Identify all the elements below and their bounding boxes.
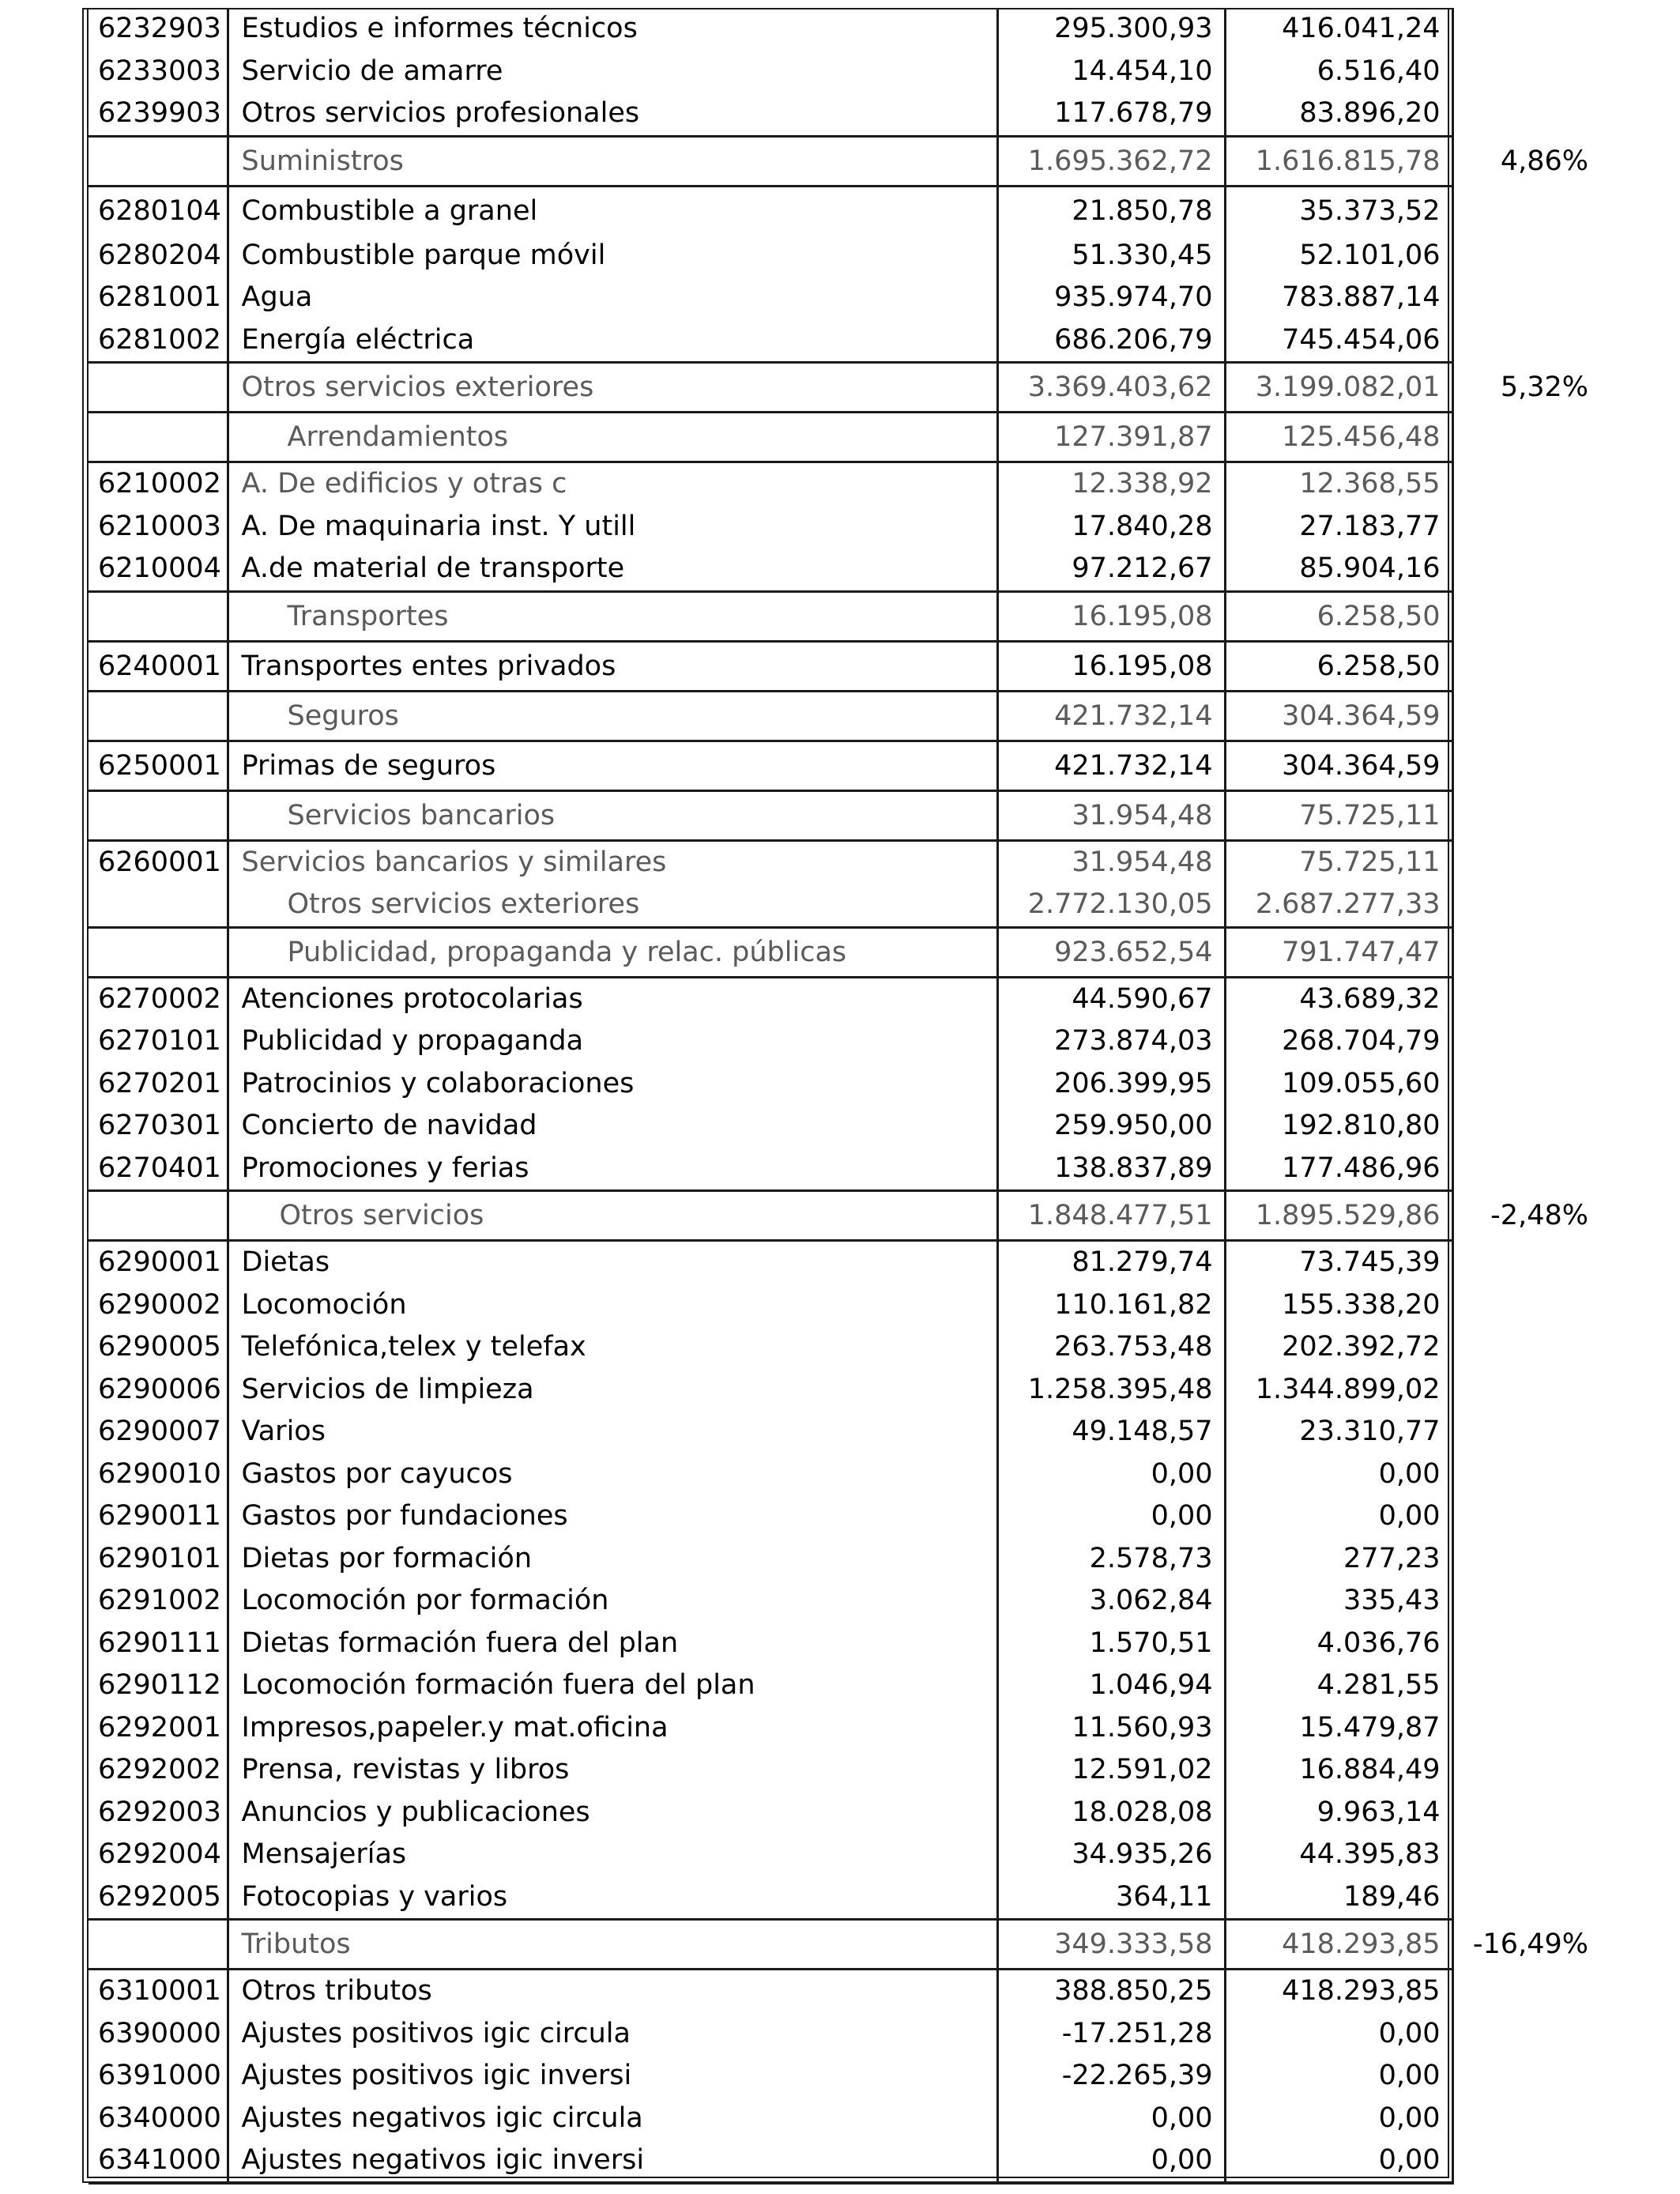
- amount-previous-cell: 335,43: [1225, 1580, 1452, 1623]
- variation-percent-cell: [1452, 927, 1606, 977]
- variation-percent-cell: [1452, 591, 1606, 641]
- amount-current-cell: 923.652,54: [997, 927, 1225, 977]
- amount-current-cell: 259.950,00: [997, 1105, 1225, 1148]
- amount-current-cell: 1.570,51: [997, 1623, 1225, 1665]
- description-cell: Dietas formación fuera del plan: [228, 1623, 997, 1665]
- amount-current-cell: 1.695.362,72: [997, 136, 1225, 186]
- table-row: [89, 1148, 1606, 1191]
- account-code-cell: [89, 413, 228, 462]
- variation-percent-cell: [1452, 319, 1606, 363]
- description-cell: Arrendamientos: [228, 413, 997, 462]
- variation-percent-cell: [1452, 51, 1606, 93]
- account-code-cell: [89, 1191, 228, 1241]
- amount-previous-cell: 27.183,77: [1225, 506, 1452, 548]
- amount-current-cell: 127.391,87: [997, 413, 1225, 462]
- description-cell: Telefónica,telex y telefax: [228, 1326, 997, 1369]
- table-row: [89, 741, 1606, 790]
- amount-current-cell: 2.772.130,05: [997, 884, 1225, 927]
- subtotal-row: [89, 927, 1606, 977]
- variation-percent-cell: [1452, 641, 1606, 691]
- amount-previous-cell: 0,00: [1225, 2139, 1452, 2183]
- description-cell: Fotocopias y varios: [228, 1876, 997, 1920]
- account-code-cell: 6260001: [89, 840, 228, 884]
- description-cell: Energía eléctrica: [228, 319, 997, 363]
- variation-percent-cell: [1452, 1707, 1606, 1750]
- variation-percent-cell: [1452, 1148, 1606, 1191]
- description-cell: Ajustes positivos igic circula: [228, 2013, 997, 2056]
- variation-percent-cell: [1452, 1538, 1606, 1581]
- amount-current-cell: 3.369.403,62: [997, 363, 1225, 413]
- account-code-cell: 6270401: [89, 1148, 228, 1191]
- subtotal-row: [89, 136, 1606, 186]
- amount-current-cell: 388.850,25: [997, 1970, 1225, 2013]
- variation-percent-cell: [1452, 2013, 1606, 2056]
- account-code-cell: 6310001: [89, 1970, 228, 2013]
- table-row: [89, 8, 1606, 51]
- subtotal-row: [89, 790, 1606, 840]
- amount-previous-cell: 0,00: [1225, 2098, 1452, 2140]
- amount-current-cell: 81.279,74: [997, 1241, 1225, 1284]
- description-cell: Estudios e informes técnicos: [228, 8, 997, 51]
- description-cell: Transportes entes privados: [228, 641, 997, 691]
- expense-ledger-table: [89, 8, 1606, 2185]
- amount-current-cell: 0,00: [997, 1495, 1225, 1538]
- amount-previous-cell: 73.745,39: [1225, 1241, 1452, 1284]
- account-code-cell: 6292005: [89, 1876, 228, 1920]
- table-row: [89, 1453, 1606, 1496]
- account-code-cell: 6290101: [89, 1538, 228, 1581]
- table-row: [89, 1580, 1606, 1623]
- account-code-cell: 6281001: [89, 277, 228, 319]
- description-cell: Locomoción por formación: [228, 1580, 997, 1623]
- table-row: [89, 641, 1606, 691]
- table-row: [89, 1241, 1606, 1284]
- variation-percent-cell: [1452, 2139, 1606, 2183]
- amount-current-cell: 138.837,89: [997, 1148, 1225, 1191]
- table-row: [89, 1792, 1606, 1834]
- table-row: [89, 1326, 1606, 1369]
- amount-previous-cell: 416.041,24: [1225, 8, 1452, 51]
- description-cell: Patrocinios y colaboraciones: [228, 1063, 997, 1106]
- account-code-cell: 6290112: [89, 1664, 228, 1707]
- variation-percent-cell: -16,49%: [1472, 1928, 1588, 1960]
- description-cell: Servicios bancarios: [228, 790, 997, 840]
- amount-previous-cell: 75.725,11: [1225, 840, 1452, 884]
- amount-previous-cell: 16.884,49: [1225, 1749, 1452, 1792]
- description-cell: Combustible a granel: [228, 186, 997, 235]
- account-code-cell: 6210003: [89, 506, 228, 548]
- account-code-cell: 6270101: [89, 1020, 228, 1063]
- amount-current-cell: 51.330,45: [997, 235, 1225, 277]
- amount-previous-cell: 0,00: [1225, 2055, 1452, 2098]
- account-code-cell: 6290010: [89, 1453, 228, 1496]
- description-cell: Ajustes negativos igic circula: [228, 2098, 997, 2140]
- amount-current-cell: 0,00: [997, 2139, 1225, 2183]
- description-cell: Transportes: [228, 591, 997, 641]
- amount-previous-cell: 268.704,79: [1225, 1020, 1452, 1063]
- table-row: [89, 2098, 1606, 2140]
- table-row: [89, 840, 1606, 884]
- description-cell: Concierto de navidad: [228, 1105, 997, 1148]
- amount-previous-cell: 155.338,20: [1225, 1284, 1452, 1327]
- account-code-cell: 6292003: [89, 1792, 228, 1834]
- amount-current-cell: 935.974,70: [997, 277, 1225, 319]
- description-cell: Promociones y ferias: [228, 1148, 997, 1191]
- description-cell: Otros servicios exteriores: [228, 363, 997, 413]
- description-cell: Mensajerías: [228, 1834, 997, 1876]
- amount-current-cell: 364,11: [997, 1876, 1225, 1920]
- amount-previous-cell: 3.199.082,01: [1225, 363, 1452, 413]
- table-row: [89, 235, 1606, 277]
- account-code-cell: 6290005: [89, 1326, 228, 1369]
- account-code-cell: [89, 1920, 228, 1970]
- variation-percent-cell: [1452, 548, 1606, 591]
- description-cell: Combustible parque móvil: [228, 235, 997, 277]
- variation-percent-cell: [1452, 1369, 1606, 1412]
- description-cell: Otros servicios exteriores: [228, 884, 997, 927]
- variation-percent-cell: [1452, 741, 1606, 790]
- amount-previous-cell: 177.486,96: [1225, 1148, 1452, 1191]
- amount-current-cell: 110.161,82: [997, 1284, 1225, 1327]
- account-code-cell: 6390000: [89, 2013, 228, 2056]
- description-cell: Dietas: [228, 1241, 997, 1284]
- amount-current-cell: 97.212,67: [997, 548, 1225, 591]
- variation-percent-cell: [1452, 840, 1606, 884]
- account-code-cell: 6292002: [89, 1749, 228, 1792]
- subtotal-row: [89, 884, 1606, 927]
- amount-current-cell: -22.265,39: [997, 2055, 1225, 2098]
- variation-percent-cell: [1452, 1664, 1606, 1707]
- variation-percent-cell: [1452, 1970, 1606, 2013]
- variation-percent-cell: [1452, 1105, 1606, 1148]
- amount-current-cell: 206.399,95: [997, 1063, 1225, 1106]
- account-code-cell: 6270301: [89, 1105, 228, 1148]
- table-row: [89, 548, 1606, 591]
- amount-current-cell: 14.454,10: [997, 51, 1225, 93]
- table-row: [89, 319, 1606, 363]
- description-cell: Tributos: [228, 1920, 997, 1970]
- ledger-body: [89, 8, 1606, 2183]
- account-code-cell: 6281002: [89, 319, 228, 363]
- account-code-cell: 6340000: [89, 2098, 228, 2140]
- amount-current-cell: 0,00: [997, 1453, 1225, 1496]
- account-code-cell: 6290007: [89, 1411, 228, 1453]
- description-cell: Servicios de limpieza: [228, 1369, 997, 1412]
- amount-current-cell: 263.753,48: [997, 1326, 1225, 1369]
- table-row: [89, 1105, 1606, 1148]
- table-row: [89, 1284, 1606, 1327]
- variation-percent-cell: [1452, 1411, 1606, 1453]
- amount-previous-cell: 35.373,52: [1225, 186, 1452, 235]
- description-cell: Otros servicios: [228, 1191, 997, 1241]
- description-cell: Otros tributos: [228, 1970, 997, 2013]
- amount-current-cell: 349.333,58: [997, 1920, 1225, 1970]
- variation-percent-cell: [1452, 1063, 1606, 1106]
- description-cell: A.de material de transporte: [228, 548, 997, 591]
- table-row: [89, 92, 1606, 136]
- account-code-cell: 6290011: [89, 1495, 228, 1538]
- account-code-cell: 6290006: [89, 1369, 228, 1412]
- description-cell: Suministros: [228, 136, 997, 186]
- table-row: [89, 186, 1606, 235]
- description-cell: Locomoción formación fuera del plan: [228, 1664, 997, 1707]
- account-code-cell: 6232903: [89, 8, 228, 51]
- table-row: [89, 2055, 1606, 2098]
- amount-previous-cell: 745.454,06: [1225, 319, 1452, 363]
- amount-current-cell: 16.195,08: [997, 641, 1225, 691]
- amount-previous-cell: 43.689,32: [1225, 977, 1452, 1020]
- amount-current-cell: 11.560,93: [997, 1707, 1225, 1750]
- subtotal-row: [89, 1191, 1606, 1241]
- variation-percent-cell: 4,86%: [1500, 145, 1588, 177]
- amount-previous-cell: 52.101,06: [1225, 235, 1452, 277]
- description-cell: Atenciones protocolarias: [228, 977, 997, 1020]
- amount-previous-cell: 0,00: [1225, 1495, 1452, 1538]
- variation-percent-cell: [1452, 8, 1606, 51]
- amount-previous-cell: 189,46: [1225, 1876, 1452, 1920]
- amount-current-cell: -17.251,28: [997, 2013, 1225, 2056]
- variation-percent-cell: [1452, 2055, 1606, 2098]
- description-cell: Varios: [228, 1411, 997, 1453]
- amount-previous-cell: 9.963,14: [1225, 1792, 1452, 1834]
- variation-percent-cell: [1452, 1623, 1606, 1665]
- table-row: [89, 1623, 1606, 1665]
- description-cell: Publicidad y propaganda: [228, 1020, 997, 1063]
- amount-previous-cell: 23.310,77: [1225, 1411, 1452, 1453]
- amount-previous-cell: 15.479,87: [1225, 1707, 1452, 1750]
- description-cell: Seguros: [228, 691, 997, 741]
- table-row: [89, 277, 1606, 319]
- account-code-cell: 6292004: [89, 1834, 228, 1876]
- variation-percent-cell: [1452, 277, 1606, 319]
- variation-percent-cell: [1452, 1580, 1606, 1623]
- table-row: [89, 1020, 1606, 1063]
- variation-percent-cell: [1452, 977, 1606, 1020]
- account-code-cell: [89, 790, 228, 840]
- account-code-cell: [89, 363, 228, 413]
- variation-percent-cell: [1452, 1876, 1606, 1920]
- amount-current-cell: 49.148,57: [997, 1411, 1225, 1453]
- description-cell: A. De edificios y otras c: [228, 462, 997, 506]
- amount-previous-cell: 418.293,85: [1225, 1970, 1452, 2013]
- description-cell: Ajustes negativos igic inversi: [228, 2139, 997, 2183]
- amount-previous-cell: 109.055,60: [1225, 1063, 1452, 1106]
- table-row: [89, 1411, 1606, 1453]
- table-row: [89, 1834, 1606, 1876]
- amount-current-cell: 3.062,84: [997, 1580, 1225, 1623]
- amount-current-cell: 12.591,02: [997, 1749, 1225, 1792]
- variation-percent-cell: [1452, 1495, 1606, 1538]
- amount-current-cell: 17.840,28: [997, 506, 1225, 548]
- amount-current-cell: 1.258.395,48: [997, 1369, 1225, 1412]
- amount-previous-cell: 791.747,47: [1225, 927, 1452, 977]
- table-row: [89, 1749, 1606, 1792]
- description-cell: Prensa, revistas y libros: [228, 1749, 997, 1792]
- amount-current-cell: 34.935,26: [997, 1834, 1225, 1876]
- account-code-cell: 6240001: [89, 641, 228, 691]
- amount-previous-cell: 304.364,59: [1225, 691, 1452, 741]
- account-code-cell: 6280104: [89, 186, 228, 235]
- table-row: [89, 1664, 1606, 1707]
- variation-percent-cell: [1452, 235, 1606, 277]
- amount-previous-cell: 75.725,11: [1225, 790, 1452, 840]
- account-code-cell: 6341000: [89, 2139, 228, 2183]
- account-code-cell: 6291002: [89, 1580, 228, 1623]
- description-cell: Gastos por fundaciones: [228, 1495, 997, 1538]
- account-code-cell: 6270201: [89, 1063, 228, 1106]
- variation-percent-cell: [1452, 790, 1606, 840]
- description-cell: Dietas por formación: [228, 1538, 997, 1581]
- amount-previous-cell: 304.364,59: [1225, 741, 1452, 790]
- amount-previous-cell: 12.368,55: [1225, 462, 1452, 506]
- account-code-cell: [89, 136, 228, 186]
- subtotal-row: [89, 413, 1606, 462]
- description-cell: Otros servicios profesionales: [228, 92, 997, 136]
- subtotal-row: [89, 691, 1606, 741]
- table-row: [89, 1707, 1606, 1750]
- variation-percent-cell: [1452, 506, 1606, 548]
- description-cell: Servicio de amarre: [228, 51, 997, 93]
- account-code-cell: [89, 691, 228, 741]
- account-code-cell: 6239903: [89, 92, 228, 136]
- amount-current-cell: 295.300,93: [997, 8, 1225, 51]
- account-code-cell: 6290111: [89, 1623, 228, 1665]
- amount-previous-cell: 277,23: [1225, 1538, 1452, 1581]
- variation-percent-cell: 5,32%: [1500, 371, 1588, 403]
- amount-current-cell: 31.954,48: [997, 790, 1225, 840]
- amount-current-cell: 31.954,48: [997, 840, 1225, 884]
- table-row: [89, 51, 1606, 93]
- account-code-cell: 6280204: [89, 235, 228, 277]
- amount-current-cell: 686.206,79: [997, 319, 1225, 363]
- table-row: [89, 1495, 1606, 1538]
- amount-previous-cell: 6.258,50: [1225, 591, 1452, 641]
- amount-previous-cell: 44.395,83: [1225, 1834, 1452, 1876]
- description-cell: A. De maquinaria inst. Y utill: [228, 506, 997, 548]
- amount-current-cell: 2.578,73: [997, 1538, 1225, 1581]
- variation-percent-cell: [1452, 462, 1606, 506]
- amount-previous-cell: 202.392,72: [1225, 1326, 1452, 1369]
- table-row: [89, 2139, 1606, 2183]
- description-cell: Servicios bancarios y similares: [228, 840, 997, 884]
- table-row: [89, 1970, 1606, 2013]
- account-code-cell: 6290001: [89, 1241, 228, 1284]
- description-cell: Primas de seguros: [228, 741, 997, 790]
- amount-current-cell: 1.046,94: [997, 1664, 1225, 1707]
- account-code-cell: 6290002: [89, 1284, 228, 1327]
- variation-percent-cell: [1452, 1834, 1606, 1876]
- amount-current-cell: 18.028,08: [997, 1792, 1225, 1834]
- variation-percent-cell: [1452, 2098, 1606, 2140]
- variation-percent-cell: [1452, 1241, 1606, 1284]
- amount-previous-cell: 0,00: [1225, 2013, 1452, 2056]
- variation-percent-cell: [1452, 413, 1606, 462]
- account-code-cell: 6270002: [89, 977, 228, 1020]
- table-row: [89, 506, 1606, 548]
- amount-previous-cell: 125.456,48: [1225, 413, 1452, 462]
- amount-previous-cell: 0,00: [1225, 1453, 1452, 1496]
- amount-previous-cell: 6.516,40: [1225, 51, 1452, 93]
- account-code-cell: [89, 927, 228, 977]
- variation-percent-cell: [1452, 1453, 1606, 1496]
- amount-previous-cell: 783.887,14: [1225, 277, 1452, 319]
- amount-previous-cell: 4.281,55: [1225, 1664, 1452, 1707]
- amount-current-cell: 421.732,14: [997, 691, 1225, 741]
- variation-percent-cell: [1452, 1749, 1606, 1792]
- amount-previous-cell: 6.258,50: [1225, 641, 1452, 691]
- description-cell: Gastos por cayucos: [228, 1453, 997, 1496]
- description-cell: Ajustes positivos igic inversi: [228, 2055, 997, 2098]
- table-row: [89, 1369, 1606, 1412]
- amount-current-cell: 16.195,08: [997, 591, 1225, 641]
- description-cell: Agua: [228, 277, 997, 319]
- description-cell: Locomoción: [228, 1284, 997, 1327]
- amount-previous-cell: 1.895.529,86: [1225, 1191, 1452, 1241]
- amount-previous-cell: 2.687.277,33: [1225, 884, 1452, 927]
- variation-percent-cell: [1452, 691, 1606, 741]
- variation-percent-cell: [1452, 186, 1606, 235]
- account-code-cell: 6210002: [89, 462, 228, 506]
- table-row: [89, 462, 1606, 506]
- amount-previous-cell: 192.810,80: [1225, 1105, 1452, 1148]
- table-row: [89, 2013, 1606, 2056]
- table-row: [89, 1063, 1606, 1106]
- account-code-cell: [89, 591, 228, 641]
- account-code-cell: 6210004: [89, 548, 228, 591]
- account-code-cell: 6391000: [89, 2055, 228, 2098]
- account-code-cell: [89, 884, 228, 927]
- account-code-cell: 6233003: [89, 51, 228, 93]
- variation-percent-cell: [1452, 1792, 1606, 1834]
- amount-current-cell: 421.732,14: [997, 741, 1225, 790]
- subtotal-row: [89, 363, 1606, 413]
- table-row: [89, 1538, 1606, 1581]
- amount-previous-cell: 85.904,16: [1225, 548, 1452, 591]
- variation-percent-cell: [1452, 1326, 1606, 1369]
- variation-percent-cell: [1452, 884, 1606, 927]
- amount-previous-cell: 418.293,85: [1225, 1920, 1452, 1970]
- table-row: [89, 1876, 1606, 1920]
- amount-current-cell: 21.850,78: [997, 186, 1225, 235]
- amount-current-cell: 1.848.477,51: [997, 1191, 1225, 1241]
- amount-current-cell: 12.338,92: [997, 462, 1225, 506]
- description-cell: Impresos,papeler.y mat.oficina: [228, 1707, 997, 1750]
- amount-previous-cell: 83.896,20: [1225, 92, 1452, 136]
- amount-previous-cell: 4.036,76: [1225, 1623, 1452, 1665]
- document-page: [82, 8, 1588, 2186]
- description-cell: Anuncios y publicaciones: [228, 1792, 997, 1834]
- amount-previous-cell: 1.616.815,78: [1225, 136, 1452, 186]
- variation-percent-cell: [1452, 1284, 1606, 1327]
- amount-current-cell: 273.874,03: [997, 1020, 1225, 1063]
- variation-percent-cell: [1452, 1020, 1606, 1063]
- subtotal-row: [89, 591, 1606, 641]
- table-row: [89, 977, 1606, 1020]
- amount-current-cell: 117.678,79: [997, 92, 1225, 136]
- amount-previous-cell: 1.344.899,02: [1225, 1369, 1452, 1412]
- subtotal-row: [89, 1920, 1606, 1970]
- amount-current-cell: 44.590,67: [997, 977, 1225, 1020]
- amount-current-cell: 0,00: [997, 2098, 1225, 2140]
- account-code-cell: 6250001: [89, 741, 228, 790]
- account-code-cell: 6292001: [89, 1707, 228, 1750]
- variation-percent-cell: [1452, 92, 1606, 136]
- variation-percent-cell: -2,48%: [1490, 1200, 1588, 1231]
- description-cell: Publicidad, propaganda y relac. públicas: [228, 927, 997, 977]
